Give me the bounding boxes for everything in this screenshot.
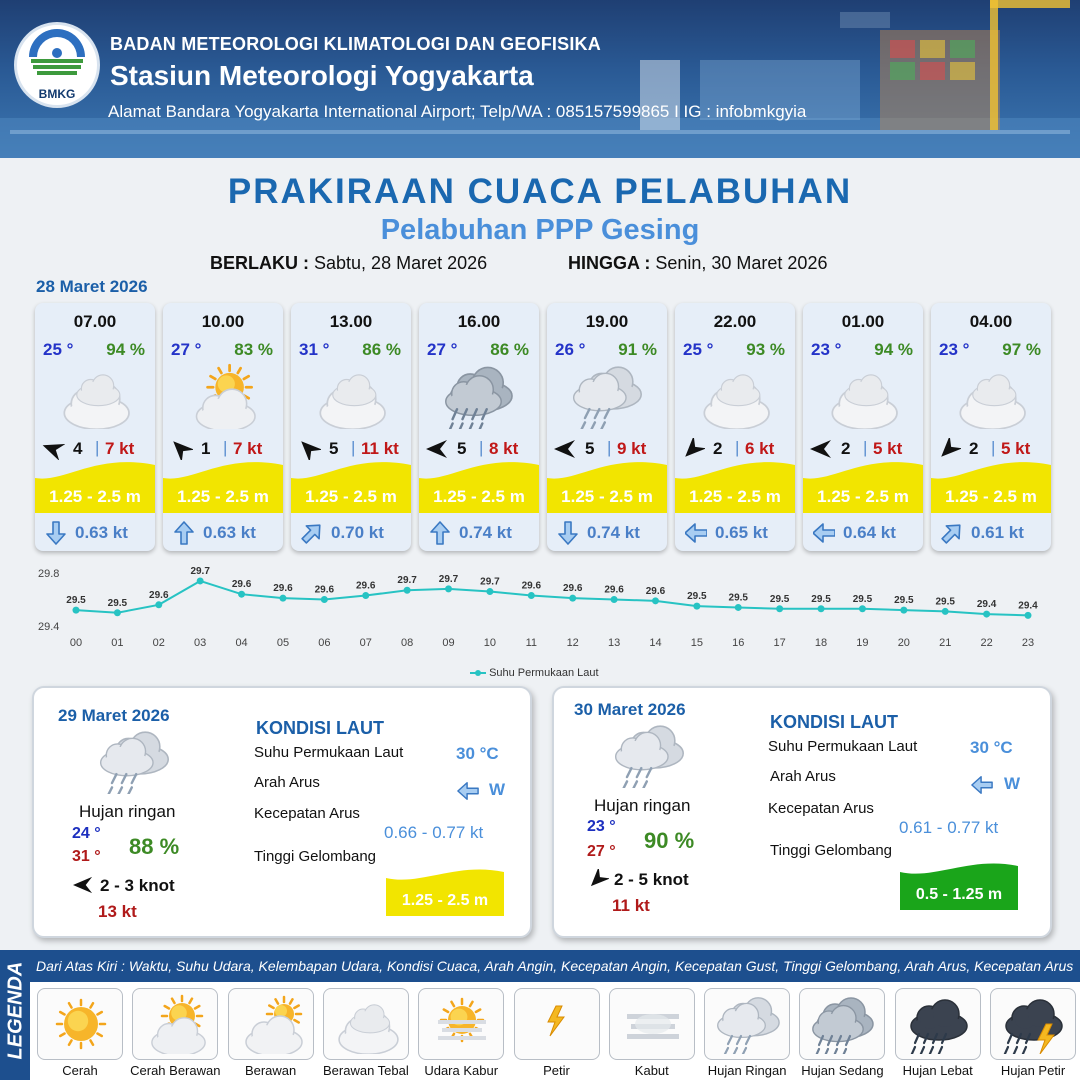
- x-tick-label: 07: [359, 637, 372, 649]
- card-wind-row: [809, 438, 919, 460]
- legend-item-kabut: [609, 988, 695, 1060]
- card-wind-row: [553, 438, 663, 460]
- card-time: 13.00: [329, 312, 373, 331]
- card-temperature: 25 °: [683, 340, 714, 359]
- current-direction-icon: [454, 780, 482, 802]
- card-current-row: [291, 517, 411, 551]
- card-current-speed: 0.70 kt: [331, 523, 384, 542]
- current-speed-value: 0.61 - 0.77 kt: [899, 818, 999, 837]
- card-time: 22.00: [713, 312, 757, 331]
- data-point: [735, 604, 742, 611]
- current-speed-label: Kecepatan Arus: [768, 800, 874, 817]
- current-dir-value: W: [489, 780, 506, 799]
- card-time: 01.00: [841, 312, 885, 331]
- card-temperature: 26 °: [555, 340, 586, 359]
- card-time: 16.00: [457, 312, 501, 331]
- card-time: 07.00: [73, 312, 117, 331]
- current-direction-icon: [813, 521, 835, 545]
- data-point: [693, 603, 700, 610]
- hourly-card: [931, 303, 1051, 551]
- valid-from: [210, 253, 487, 274]
- data-label: 29.6: [231, 579, 252, 591]
- wind-direction-icon: [72, 875, 94, 895]
- card-current-speed: 0.74 kt: [459, 523, 512, 542]
- card-current-speed: 0.61 kt: [971, 523, 1024, 542]
- data-point: [1025, 612, 1032, 619]
- legend-label: Hujan Petir: [1000, 1063, 1066, 1078]
- card-wind-speed: 5: [457, 439, 467, 458]
- card-current-row: [163, 517, 283, 551]
- card-gust: 7 kt: [233, 439, 263, 458]
- hourly-card: [291, 303, 411, 551]
- x-tick-label: 20: [897, 637, 910, 649]
- wave-height-label: Tinggi Gelombang: [770, 842, 893, 859]
- udara-kabur-icon: [430, 994, 494, 1054]
- card-wind-speed: 5: [585, 439, 595, 458]
- wind-direction-icon: [681, 438, 705, 460]
- legend-item-hujan-petir: [990, 988, 1076, 1060]
- data-point: [776, 605, 783, 612]
- day-wind-speed: 2 - 5 knot: [614, 870, 689, 889]
- day-temp-min: 24 °: [72, 825, 101, 842]
- day-humidity: 88 %: [129, 834, 180, 859]
- legend-marker: [470, 668, 486, 678]
- card-wind-row: [681, 438, 791, 460]
- legend-item-berawan: [228, 988, 314, 1060]
- card-wind-row: [297, 438, 407, 460]
- x-tick-label: 18: [814, 637, 828, 649]
- card-temperature: 27 °: [427, 340, 458, 359]
- wind-direction-icon: [297, 438, 321, 460]
- wind-direction-icon: [425, 438, 449, 460]
- data-label: 29.5: [935, 596, 955, 608]
- petir-icon: [526, 994, 590, 1054]
- legend-item-berawan-tebal: [323, 988, 409, 1060]
- data-point: [652, 597, 659, 604]
- card-humidity: 83 %: [234, 340, 273, 359]
- x-tick-label: 22: [980, 637, 993, 649]
- data-label: 29.6: [645, 585, 666, 597]
- wave-height-value: 0.5 - 1.25 m: [915, 886, 1003, 903]
- card-humidity: 91 %: [618, 340, 657, 359]
- current-direction-icon: [301, 521, 323, 545]
- chart-svg: [28, 562, 1052, 684]
- data-point: [942, 608, 949, 615]
- x-tick-label: 10: [483, 637, 497, 649]
- card-wave-height: 1.25 - 2.5 m: [305, 487, 397, 506]
- header-banner: [0, 0, 1080, 158]
- wind-direction-icon: [587, 869, 609, 889]
- hujan-ringan-icon: [609, 722, 689, 788]
- data-point: [818, 605, 825, 612]
- legend-side-label: LEGENDA: [4, 961, 27, 1060]
- data-label: 29.6: [562, 583, 583, 595]
- data-label: 29.4: [976, 599, 997, 611]
- chart-legend: [470, 667, 599, 679]
- legend-item-cerah-berawan: [132, 988, 218, 1060]
- current-speed-label: Kecepatan Arus: [254, 805, 360, 822]
- x-tick-label: 15: [690, 637, 703, 649]
- legend-description-bar: [30, 950, 1080, 982]
- day-temp-max: 31 °: [72, 848, 101, 865]
- hourly-card: [803, 303, 923, 551]
- card-wind-speed: 2: [841, 439, 851, 458]
- hujan-ringan-icon: [94, 728, 174, 794]
- station-address: Alamat Bandara Yogyakarta International Airport; Telp/WA : 085157599865 I IG : infobmkgyia: [108, 102, 807, 121]
- card-wave-height: 1.25 - 2.5 m: [945, 487, 1037, 506]
- berawan-tebal-icon: [693, 363, 777, 429]
- berawan-tebal-icon: [821, 363, 905, 429]
- berawan-tebal-icon: [53, 363, 137, 429]
- current-direction-icon: [173, 521, 195, 545]
- card-time: 10.00: [201, 312, 245, 331]
- logo-label: BMKG: [38, 87, 76, 101]
- day-panel-1: [32, 686, 532, 938]
- card-temperature: 27 °: [171, 340, 202, 359]
- current-direction-icon: [941, 521, 963, 545]
- data-label: 29.5: [687, 591, 707, 603]
- data-label: 29.7: [397, 575, 417, 587]
- data-label: 29.7: [438, 573, 459, 585]
- card-wind-row: [169, 438, 279, 460]
- card-humidity: 94 %: [874, 340, 913, 359]
- card-current-row: [419, 517, 539, 551]
- card-current-row: [931, 517, 1051, 551]
- wind-direction-icon: [937, 438, 961, 460]
- x-tick-label: 06: [318, 637, 331, 649]
- sst-value: 30 °C: [970, 738, 1013, 757]
- hourly-card: [163, 303, 283, 551]
- card-wind-speed: 2: [713, 439, 723, 458]
- kabut-icon: [621, 994, 685, 1054]
- day-temp-max: 27 °: [587, 843, 616, 860]
- organization-name: BADAN METEOROLOGI KLIMATOLOGI DAN GEOFISIKA: [110, 34, 601, 54]
- day-humidity: 90 %: [644, 828, 695, 853]
- card-temperature: 23 °: [939, 340, 970, 359]
- wind-direction-icon: [169, 438, 193, 460]
- day-wind-speed: 2 - 3 knot: [100, 876, 175, 895]
- card-current-row: [35, 517, 155, 551]
- x-tick-label: 21: [939, 637, 952, 649]
- x-tick-label: 01: [111, 637, 124, 649]
- x-tick-label: 04: [235, 637, 248, 649]
- card-temperature: 23 °: [811, 340, 842, 359]
- wind-direction-icon: [553, 438, 577, 460]
- hujan-petir-icon: [1002, 994, 1066, 1054]
- card-wind-row: [425, 438, 535, 460]
- x-tick-label: 11: [525, 637, 538, 649]
- wave-height-badge: [900, 860, 1018, 910]
- card-wave-height: 1.25 - 2.5 m: [177, 487, 269, 506]
- legend-description: Dari Atas Kiri : Waktu, Suhu Udara, Kelembapan Udara, Kondisi Cuaca, Arah Angin, Kecepatan Angin, Kecepatan Gust, Tinggi Gelombang, Arah Arus, Kecepatan Arus: [36, 958, 1074, 974]
- hujan-lebat-icon: [907, 994, 971, 1054]
- legend-item-petir: [514, 988, 600, 1060]
- cerah-berawan-icon: [144, 994, 208, 1054]
- card-gust: 6 kt: [745, 439, 775, 458]
- day-date: 30 Maret 2026: [574, 700, 686, 719]
- hujan-ringan-icon: [565, 363, 649, 429]
- data-label: 29.5: [811, 593, 831, 605]
- data-label: 29.6: [149, 589, 169, 601]
- x-tick-label: 17: [773, 637, 786, 649]
- card-separator: |: [223, 438, 228, 457]
- legend-side-banner: [0, 950, 30, 1080]
- card-wind-row: [937, 438, 1047, 460]
- data-label: 29.5: [728, 592, 748, 604]
- card-separator: |: [991, 438, 996, 457]
- data-label: 29.5: [66, 595, 86, 607]
- legend-label: Petir: [543, 1063, 570, 1078]
- x-tick-label: 19: [856, 637, 869, 649]
- legend-label: Cerah: [62, 1063, 98, 1078]
- card-separator: |: [351, 438, 356, 457]
- hujan-sedang-icon: [811, 994, 875, 1054]
- data-point: [486, 588, 493, 595]
- y-tick-label: 29.4: [38, 621, 60, 633]
- data-point: [900, 607, 907, 614]
- current-speed-value: 0.66 - 0.77 kt: [384, 823, 484, 842]
- data-point: [362, 592, 369, 599]
- sst-value: 30 °C: [456, 744, 499, 763]
- data-label: 29.5: [894, 595, 914, 607]
- data-label: 29.7: [480, 576, 500, 588]
- cerah-berawan-icon: [181, 363, 265, 429]
- data-point: [611, 596, 618, 603]
- x-tick-label: 03: [194, 637, 207, 649]
- legend-label: Hujan Ringan: [707, 1063, 787, 1078]
- cerah-icon: [49, 994, 113, 1054]
- card-current-row: [803, 517, 923, 551]
- legend-label: Berawan: [244, 1063, 297, 1078]
- x-tick-label: 23: [1021, 637, 1035, 649]
- card-time: 04.00: [969, 312, 1013, 331]
- card-gust: 5 kt: [873, 439, 903, 458]
- berawan-tebal-icon: [949, 363, 1033, 429]
- wave-height-badge: [386, 866, 504, 916]
- card-humidity: 94 %: [106, 340, 145, 359]
- day-temp-min: 23 °: [587, 818, 616, 835]
- card-current-speed: 0.74 kt: [587, 523, 640, 542]
- wave-height-label: Tinggi Gelombang: [254, 848, 377, 865]
- card-wave-height: 1.25 - 2.5 m: [817, 487, 909, 506]
- card-separator: |: [863, 438, 868, 457]
- day-panel-2: [552, 686, 1052, 938]
- card-humidity: 86 %: [490, 340, 529, 359]
- sst-label: Suhu Permukaan Laut: [768, 738, 918, 755]
- card-wind-speed: 1: [201, 439, 211, 458]
- card-wave-height: 1.25 - 2.5 m: [561, 487, 653, 506]
- data-point: [197, 577, 204, 584]
- legend-series-name: Suhu Permukaan Laut: [489, 667, 599, 679]
- page-title: PRAKIRAAN CUACA PELABUHAN: [227, 172, 853, 211]
- card-time: 19.00: [585, 312, 629, 331]
- data-label: 29.5: [107, 597, 128, 609]
- day-gust: 11 kt: [612, 896, 650, 915]
- legend-item-hujan-sedang: [799, 988, 885, 1060]
- page-subtitle: Pelabuhan PPP Gesing: [380, 214, 700, 246]
- berawan-tebal-icon: [335, 994, 399, 1054]
- legend-item-cerah: [37, 988, 123, 1060]
- data-point: [155, 601, 162, 608]
- x-tick-label: 16: [732, 637, 745, 649]
- card-current-speed: 0.64 kt: [843, 523, 896, 542]
- hujan-ringan-icon: [716, 994, 780, 1054]
- hourly-card: [547, 303, 667, 551]
- card-current-row: [547, 517, 667, 551]
- legend-label: Berawan Tebal: [323, 1063, 409, 1078]
- valid-to-label: HINGGA :: [568, 253, 651, 273]
- legend-label: Hujan Lebat: [902, 1063, 973, 1078]
- x-tick-label: 02: [152, 637, 165, 649]
- data-label: 29.6: [356, 580, 376, 592]
- card-wave-height: 1.25 - 2.5 m: [689, 487, 781, 506]
- current-direction-icon: [557, 521, 579, 545]
- data-label: 29.6: [273, 583, 293, 595]
- card-gust: 5 kt: [1001, 439, 1031, 458]
- card-separator: |: [95, 438, 100, 457]
- x-tick-label: 09: [442, 637, 455, 649]
- data-label: 29.5: [769, 593, 790, 605]
- data-point: [238, 591, 245, 598]
- current-direction-icon: [45, 521, 67, 545]
- data-point: [859, 605, 866, 612]
- current-direction-icon: [429, 521, 451, 545]
- card-wind-speed: 2: [969, 439, 979, 458]
- data-label: 29.7: [190, 565, 210, 577]
- data-label: 29.6: [521, 580, 542, 592]
- data-point: [279, 595, 286, 602]
- x-tick-label: 08: [401, 637, 414, 649]
- card-gust: 11 kt: [361, 439, 399, 458]
- legend-label: Kabut: [634, 1063, 669, 1078]
- day-condition: Hujan ringan: [594, 796, 691, 815]
- card-humidity: 97 %: [1002, 340, 1041, 359]
- card-gust: 7 kt: [105, 439, 135, 458]
- card-current-speed: 0.63 kt: [75, 523, 128, 542]
- data-point: [445, 585, 452, 592]
- data-point: [73, 607, 80, 614]
- berawan-icon: [240, 994, 304, 1054]
- hourly-card: [35, 303, 155, 551]
- wind-direction-icon: [809, 438, 833, 460]
- valid-from-value: Sabtu, 28 Maret 2026: [314, 253, 488, 273]
- card-current-row: [675, 517, 795, 551]
- card-wind-speed: 4: [73, 439, 83, 458]
- current-dir-label: Arah Arus: [770, 768, 836, 785]
- legend-section: [0, 950, 1080, 1080]
- data-point: [983, 611, 990, 618]
- y-tick-label: 29.8: [38, 568, 60, 580]
- legend-label: Udara Kabur: [424, 1063, 499, 1078]
- legend-item-udara-kabur: [418, 988, 504, 1060]
- wave-height-value: 1.25 - 2.5 m: [401, 892, 489, 909]
- series-line: [76, 581, 1028, 615]
- data-point: [569, 595, 576, 602]
- legend-label: Hujan Sedang: [801, 1063, 884, 1078]
- wind-direction-icon: [41, 438, 65, 460]
- card-gust: 8 kt: [489, 439, 519, 458]
- legend-label: Cerah Berawan: [130, 1063, 221, 1078]
- card-current-speed: 0.65 kt: [715, 523, 768, 542]
- card-wind-speed: 5: [329, 439, 339, 458]
- valid-to: [568, 253, 827, 274]
- sea-temperature-chart: [28, 562, 1052, 684]
- berawan-tebal-icon: [309, 363, 393, 429]
- card-temperature: 25 °: [43, 340, 74, 359]
- data-label: 29.4: [1018, 600, 1038, 612]
- card-separator: |: [735, 438, 740, 457]
- day-date: 29 Maret 2026: [58, 706, 170, 725]
- data-label: 29.6: [604, 584, 624, 596]
- x-tick-label: 12: [566, 637, 579, 649]
- sst-label: Suhu Permukaan Laut: [254, 744, 404, 761]
- card-wave-height: 1.25 - 2.5 m: [433, 487, 525, 506]
- legend-item-hujan-lebat: [895, 988, 981, 1060]
- station-name: Stasiun Meteorologi Yogyakarta: [110, 60, 534, 91]
- card-gust: 9 kt: [617, 439, 647, 458]
- hourly-card: [419, 303, 539, 551]
- current-dir-label: Arah Arus: [254, 774, 320, 791]
- card-separator: |: [607, 438, 612, 457]
- kondisi-laut-title: KONDISI LAUT: [770, 712, 898, 732]
- card-wind-row: [41, 438, 151, 460]
- card-humidity: 93 %: [746, 340, 785, 359]
- valid-to-value: Senin, 30 Maret 2026: [655, 253, 828, 273]
- valid-from-label: BERLAKU :: [210, 253, 309, 273]
- data-label: 29.5: [852, 593, 873, 605]
- data-point: [404, 587, 411, 594]
- x-tick-label: 00: [69, 637, 83, 649]
- first-day-date: 28 Maret 2026: [36, 277, 148, 296]
- data-point: [114, 609, 121, 616]
- card-current-speed: 0.63 kt: [203, 523, 256, 542]
- kondisi-laut-title: KONDISI LAUT: [256, 718, 384, 738]
- x-tick-label: 14: [649, 637, 662, 649]
- bmkg-logo: [14, 22, 100, 108]
- current-direction-icon: [685, 521, 707, 545]
- bmkg-logo-icon: [17, 29, 97, 89]
- hujan-sedang-icon: [437, 363, 521, 429]
- current-direction-icon: [968, 774, 996, 796]
- day-gust: 13 kt: [98, 902, 137, 921]
- legend-item-hujan-ringan: [704, 988, 790, 1060]
- card-temperature: 31 °: [299, 340, 330, 359]
- x-tick-label: 13: [607, 637, 621, 649]
- card-wave-height: 1.25 - 2.5 m: [49, 487, 141, 506]
- data-point: [528, 592, 535, 599]
- card-separator: |: [479, 438, 484, 457]
- data-point: [321, 596, 328, 603]
- card-humidity: 86 %: [362, 340, 401, 359]
- current-dir-value: W: [1004, 774, 1021, 793]
- data-label: 29.6: [314, 584, 335, 596]
- x-tick-label: 05: [276, 637, 290, 649]
- day-condition: Hujan ringan: [79, 802, 176, 821]
- hourly-card: [675, 303, 795, 551]
